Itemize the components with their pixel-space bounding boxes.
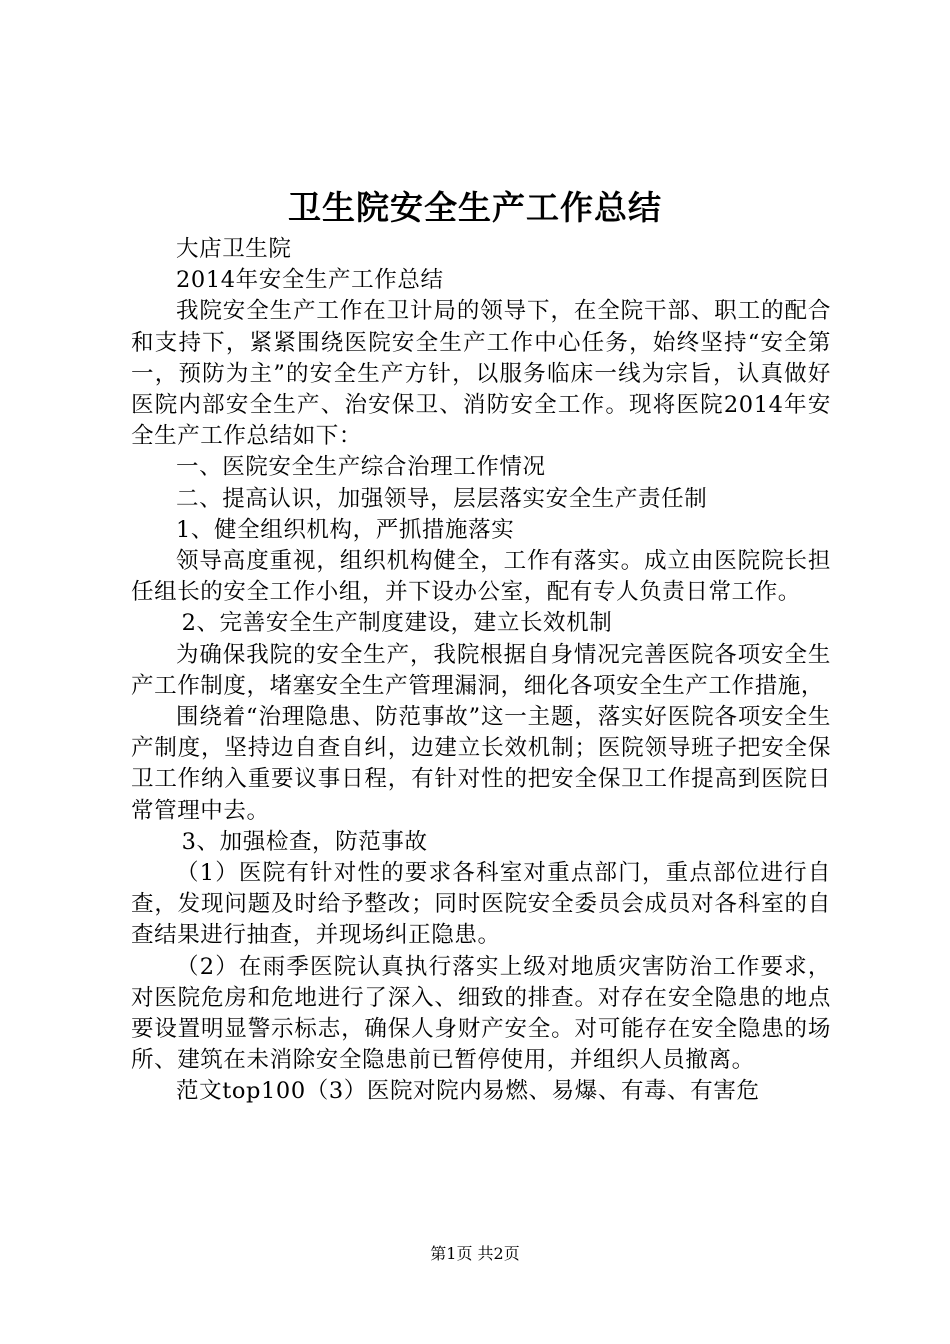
paragraph-item-1: 领导高度重视，组织机构健全，工作有落实。成立由医院院长担任组长的安全工作小组，并下设办公室，配有专人负责日常工作。 (131, 548, 831, 606)
paragraph-subtitle: 2014年安全生产工作总结 (176, 267, 444, 294)
heading-item-1: 1、健全组织机构，严抓措施落实 (176, 516, 515, 543)
document-title: 卫生院安全生产工作总结 (288, 188, 662, 227)
paragraph-item-2a: 为确保我院的安全生产，我院根据自身情况完善医院各项安全生产工作制度，堵塞安全生产管理漏洞，细化各项安全生产工作措施， (131, 641, 831, 699)
paragraph-item-3-2: （2）在雨季医院认真执行落实上级对地质灾害防治工作要求，对医院危房和危地进行了深入、细致的排查。对存在安全隐患的地点要设置明显警示标志，确保人身财产安全。对可能存在安全隐患的场所、建筑在未消除安全隐患前已暂停使用，并组织人员撤离。 (131, 953, 831, 1074)
heading-item-3: 3、加强检查，防范事故 (181, 828, 428, 855)
heading-item-2: 2、完善安全生产制度建设，建立长效机制 (181, 610, 613, 637)
paragraph-intro: 我院安全生产工作在卫计局的领导下，在全院干部、职工的配合和支持下，紧紧围绕医院安全生产工作中心任务，始终坚持“安全第一，预防为主”的安全生产方针，以服务临床一线为宗旨，认真做好医院内部安全生产、治安保卫、消防安全工作。现将医院2014年安全生产工作总结如下： (131, 298, 831, 450)
paragraph-organization: 大店卫生院 (176, 236, 292, 262)
paragraph-item-3-1: （1）医院有针对性的要求各科室对重点部门，重点部位进行自查，发现问题及时给予整改；同时医院安全委员会成员对各科室的自查结果进行抽查，并现场纠正隐患。 (131, 860, 831, 949)
heading-section-2: 二、提高认识，加强领导，层层落实安全生产责任制 (176, 485, 708, 512)
paragraph-item-2b: 围绕着“治理隐患、防范事故”这一主题，落实好医院各项安全生产制度，坚持边自查自纠，边建立长效机制；医院领导班子把安全保卫工作纳入重要议事日程，有针对性的把安全保卫工作提高到医院日常管理中去。 (131, 704, 831, 824)
paragraph-item-3-3: 范文top100（3）医院对院内易燃、易爆、有毒、有害危 (176, 1078, 760, 1105)
page-footer: 第1页 共2页 (430, 1244, 520, 1263)
heading-section-1: 一、医院安全生产综合治理工作情况 (176, 454, 546, 481)
document-body (131, 234, 831, 1108)
